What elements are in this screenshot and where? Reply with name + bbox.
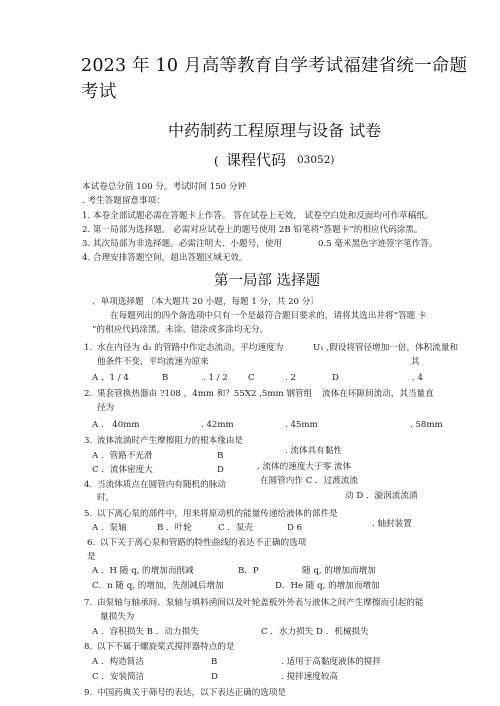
q1-line2: 他条件不变，平均流速为原来 bbox=[97, 357, 209, 367]
q6-text: 以下关于离心泵和管路的特性曲线的表达不正确的选项 bbox=[100, 538, 307, 548]
q8-num: 8. bbox=[84, 642, 93, 652]
instruction-3: 2. 第一局部为选择题。 必需对应试卷上的题号使用 2B 铅笔将“答题卡”的相应代码涂黑。 bbox=[82, 225, 423, 235]
instruction-5: 4. 合理安排答题空间，超出答题区域无效。 bbox=[82, 253, 248, 263]
instruction-1: . 考生答题留意事项： bbox=[82, 196, 165, 206]
instruction-4: 3. 其次局部为非选择题。必需注明大、小题号，使用 bbox=[82, 239, 282, 249]
section-intro-1: 在每题列出的四个备选项中只有一个是最符合题目要求的，请将其选出并将“答题 卡 bbox=[110, 311, 427, 321]
q3-option-a: A ．管路不光滑 bbox=[92, 451, 153, 461]
q2-num: 2. bbox=[84, 389, 93, 399]
q6-option-d: D．He 随 q, 的增加而增加 bbox=[275, 581, 380, 591]
q5-option-d: D 6 bbox=[287, 523, 303, 533]
q2-line2: 径为 bbox=[97, 403, 115, 413]
q5-num: 5. bbox=[84, 509, 93, 519]
q1-option-a: A 、1 / 4 bbox=[92, 373, 129, 383]
q6-option-b-value: 随 q, 的增加而增加 bbox=[302, 566, 376, 576]
course-code-label: 课程代码 bbox=[226, 151, 287, 169]
q2-extra: 流体在环隙间流动，其当量直 bbox=[322, 389, 434, 399]
q7-text: 由泵轴与轴承间、泵轴与填料函间以及叶轮盖板外外表与液体之间产生摩擦而引起的能 bbox=[97, 598, 424, 608]
exam-subtitle: 中药制药工程原理与设备 试卷 bbox=[168, 121, 382, 140]
q8-option-a: A ．构造简洁 bbox=[92, 657, 144, 667]
q8-option-d: D bbox=[211, 672, 218, 682]
q1-extra: U₁ ,假设将管径增加一倍，体积流量和 bbox=[313, 343, 459, 353]
q1-num: 1. bbox=[84, 343, 93, 353]
q8-option-d-value: . 搅拌速度较高 bbox=[281, 672, 339, 682]
q6-option-c: C．n 随 q, 的增加，先削减后增加 bbox=[92, 581, 224, 591]
q8-option-b-value: . 适用于高黏度液体的搅拌 bbox=[281, 657, 381, 667]
q2-option-b: . 42mm bbox=[201, 420, 234, 430]
exam-title-line2: 考试 bbox=[81, 82, 117, 102]
q7-option-cd: C ．水力损失 D ．机械损失 bbox=[261, 627, 369, 637]
q4-line2: 时， bbox=[97, 493, 115, 503]
course-code-value: 03052) bbox=[297, 154, 335, 166]
q1-option-b-value: . 1 / 2 bbox=[203, 373, 228, 383]
q7-num: 7. bbox=[84, 598, 93, 608]
q2-option-d: . 58mm bbox=[410, 420, 443, 430]
q4-num: 4. bbox=[84, 480, 93, 490]
q1-option-c: C bbox=[248, 373, 255, 383]
q3-option-c: C ．流体密度大 bbox=[92, 465, 153, 475]
course-code-open: ( bbox=[214, 154, 219, 168]
q1-option-c-value: . 2 bbox=[285, 373, 296, 383]
section-intro-2: ”的相应代码涂黑。未涂、错涂或多涂均无分。 bbox=[92, 325, 269, 335]
q2-option-a: A ． 40mm bbox=[92, 420, 140, 430]
instruction-4-pen: 0.5 毫米黑色字迹签字笔作答。 bbox=[318, 239, 438, 249]
q8-option-b: B bbox=[211, 657, 218, 667]
q9-text: 中国药典关于筛号的表达，以下表达正确的选项是 bbox=[97, 688, 287, 698]
q8-option-c: C ．安装简洁 bbox=[92, 672, 145, 682]
q3-option-d-value: . 流体的速度大于零 流体 bbox=[257, 462, 352, 472]
q4-option: 动 D ．漩涡流流淌 bbox=[345, 491, 418, 501]
q3-option-d: D bbox=[217, 465, 224, 475]
q1-option-d: D bbox=[332, 373, 339, 383]
instruction-2: 1. 本卷全部试题必需在答题卡上作答。 答在试卷上无效， 试卷空白处和反面均可作草稿纸。 bbox=[82, 211, 434, 221]
q1-line2b: 其 bbox=[411, 357, 420, 367]
section-intro-0: 、单项选择题 〔本大题共 20 小题，每题 1 分，共 20 分〕 bbox=[92, 297, 319, 307]
q2-text: 果套管换热器由 ?108 ，4mm 和？55X2 ,5mm 钢管组 bbox=[97, 389, 313, 399]
q5-text: 以下离心泵的部件中，用来将原动机的能量传递给液体的部件是 bbox=[97, 509, 338, 519]
q3-text: 流体流淌时产生摩擦阻力的根本缘由是 bbox=[97, 436, 244, 446]
q5-option-d-value: . 轴封装置 bbox=[372, 519, 412, 529]
q5-option-c: C ．泵壳 bbox=[218, 523, 254, 533]
q3-option-b: B bbox=[217, 451, 224, 461]
q6-line2: 是 bbox=[87, 552, 96, 562]
q1-option-d-value: . 4 bbox=[412, 373, 423, 383]
q2-option-c: . 45mm bbox=[285, 420, 318, 430]
instruction-0: 本试卷总分值 100 分。考试时间 150 分钟 bbox=[82, 182, 247, 192]
q1-option-b: B bbox=[162, 373, 169, 383]
q7-option-ab: A ．容积损失 B ．动力损失 bbox=[92, 627, 199, 637]
q1-text: 水在内径为 d₁ 的管路中作定态流动，平均速度为 bbox=[97, 343, 284, 353]
q4-text: 当流体质点在圆管内有随机的脉动 bbox=[97, 480, 226, 490]
q9-num: 9. bbox=[84, 688, 93, 698]
q8-text: 以下不属于螺旋桨式搅拌器特点的是 bbox=[97, 642, 235, 652]
exam-title-line1: 2023 年 10 月高等教育自学考试福建省统一命题 bbox=[81, 56, 468, 76]
q5-option-b: B ．叶轮 bbox=[157, 523, 192, 533]
q3-num: 3. bbox=[84, 436, 93, 446]
q7-line2: 量损失为 bbox=[100, 612, 135, 622]
q5-option-a: A ．泵轴 bbox=[92, 523, 127, 533]
q6-option-b: B．P bbox=[238, 566, 259, 576]
q4-extra: 在圆管内作 C ．过渡流流 bbox=[260, 476, 358, 486]
q3-option-b-value: . 流体具有黏性 bbox=[285, 446, 343, 456]
section-title: 第一局部 选择题 bbox=[214, 273, 321, 289]
q6-num: 6. bbox=[87, 538, 96, 548]
q6-option-a: A ．H 随 q, 的增加而削减 bbox=[92, 566, 194, 576]
